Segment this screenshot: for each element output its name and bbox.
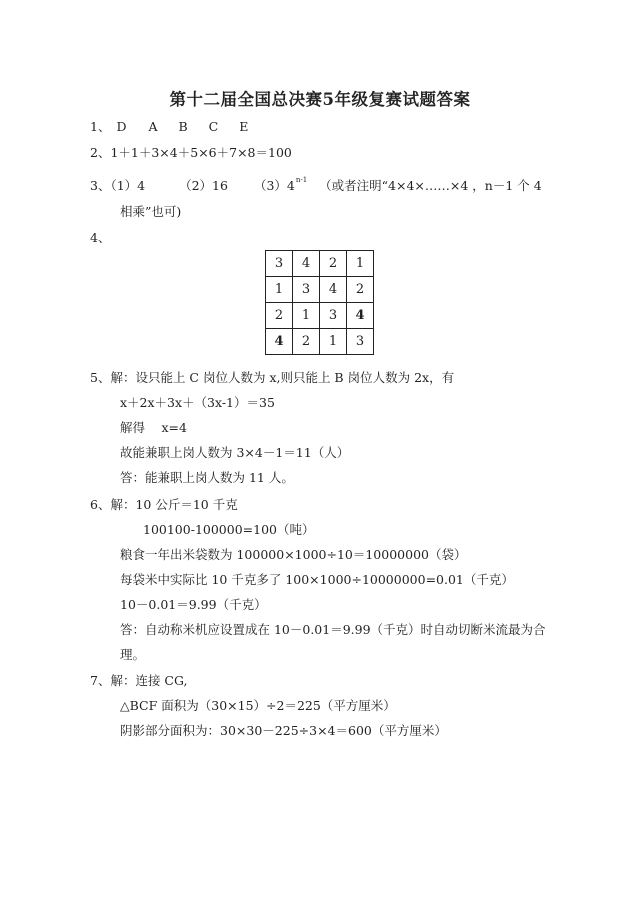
q1-answer: D: [116, 119, 127, 134]
q6-line-4: 每袋米中实际比 10 千克多了 100×1000÷10000000=0.01（千克）: [120, 572, 514, 587]
q6-line-3: 粮食一年出米袋数为 100000×1000÷10＝10000000（袋）: [120, 547, 467, 562]
q5-line-5: 答：能兼职上岗人数为 11 人。: [120, 470, 294, 485]
q6-line-1: [90, 495, 238, 513]
q3-line: [90, 176, 542, 194]
grid-row: [266, 329, 374, 355]
grid-cell: 1: [266, 277, 293, 303]
grid-cell: 2: [320, 251, 347, 277]
grid-cell: 3: [320, 303, 347, 329]
grid-row: [266, 303, 374, 329]
grid-cell: 1: [320, 329, 347, 355]
grid-cell: 2: [293, 329, 320, 355]
q1-answer: C: [208, 119, 219, 134]
q4-number: 4、: [90, 230, 111, 245]
q7-line-3: 阴影部分面积为：30×30－225÷3×4＝600（平方厘米）: [120, 723, 447, 738]
grid-cell: 1: [347, 251, 374, 277]
q6-line-7: 理。: [120, 647, 146, 662]
q1-answer: A: [148, 119, 158, 134]
q5-line-1: [90, 368, 454, 386]
grid-cell: 4: [320, 277, 347, 303]
q1-number: 1、: [90, 119, 111, 134]
q7-number: 7、: [90, 673, 111, 688]
q6-line-2: 100100-100000=100（吨）: [143, 522, 315, 537]
grid-cell: 3: [347, 329, 374, 355]
q2-number: 2、: [90, 145, 111, 160]
page-title: 第十二届全国总决赛5年级复赛试题答案: [169, 90, 471, 109]
q1-line: [90, 117, 248, 135]
q3-part-2: （2）16: [179, 178, 228, 193]
q2-line: [90, 143, 292, 161]
grid-cell: 4: [266, 329, 293, 355]
q3-part-3: （3）4: [253, 178, 295, 193]
q5-text: 解：设只能上 C 岗位人数为 x,则只能上 B 岗位人数为 2x，有: [110, 370, 455, 385]
q5-line-4: 故能兼职上岗人数为 3×4－1＝11（人）: [120, 445, 350, 460]
q7-text: 解：连接 CG,: [110, 673, 188, 688]
q3-note: （或者注明“4×4×……×4 ，n－1 个 4: [319, 178, 542, 193]
q7-line-1: [90, 671, 188, 689]
q4-grid: [265, 250, 374, 355]
grid-cell: 1: [293, 303, 320, 329]
grid-cell: 4: [293, 251, 320, 277]
q1-answer: B: [178, 119, 188, 134]
q3-exponent: n-1: [295, 176, 308, 184]
q2-answer: 1＋1＋3×4＋5×6＋7×8＝100: [110, 145, 292, 160]
grid-cell: 3: [293, 277, 320, 303]
q7-line-2: △BCF 面积为（30×15）÷2＝225（平方厘米）: [120, 698, 396, 713]
q6-number: 6、: [90, 497, 111, 512]
q5-line-3: 解得 x=4: [120, 420, 187, 435]
grid-cell: 2: [266, 303, 293, 329]
q3-number: 3、: [90, 178, 111, 193]
q6-text: 解：10 公斤＝10 千克: [110, 497, 238, 512]
q6-line-5: 10－0.01＝9.99（千克）: [120, 597, 267, 612]
q1-answer: E: [239, 119, 249, 134]
grid-cell: 4: [347, 303, 374, 329]
grid-row: [266, 277, 374, 303]
q6-line-6: 答：自动称米机应设置成在 10－0.01＝9.99（千克）时自动切断米流最为合: [120, 622, 546, 637]
q3-note-cont: 相乘”也可): [120, 204, 182, 219]
q3-part-1: （1）4: [110, 178, 146, 193]
grid-cell: 2: [347, 277, 374, 303]
q5-line-2: x＋2x＋3x＋（3x-1）＝35: [120, 395, 275, 410]
grid-row: [266, 251, 374, 277]
q5-number: 5、: [90, 370, 111, 385]
grid-cell: 3: [266, 251, 293, 277]
